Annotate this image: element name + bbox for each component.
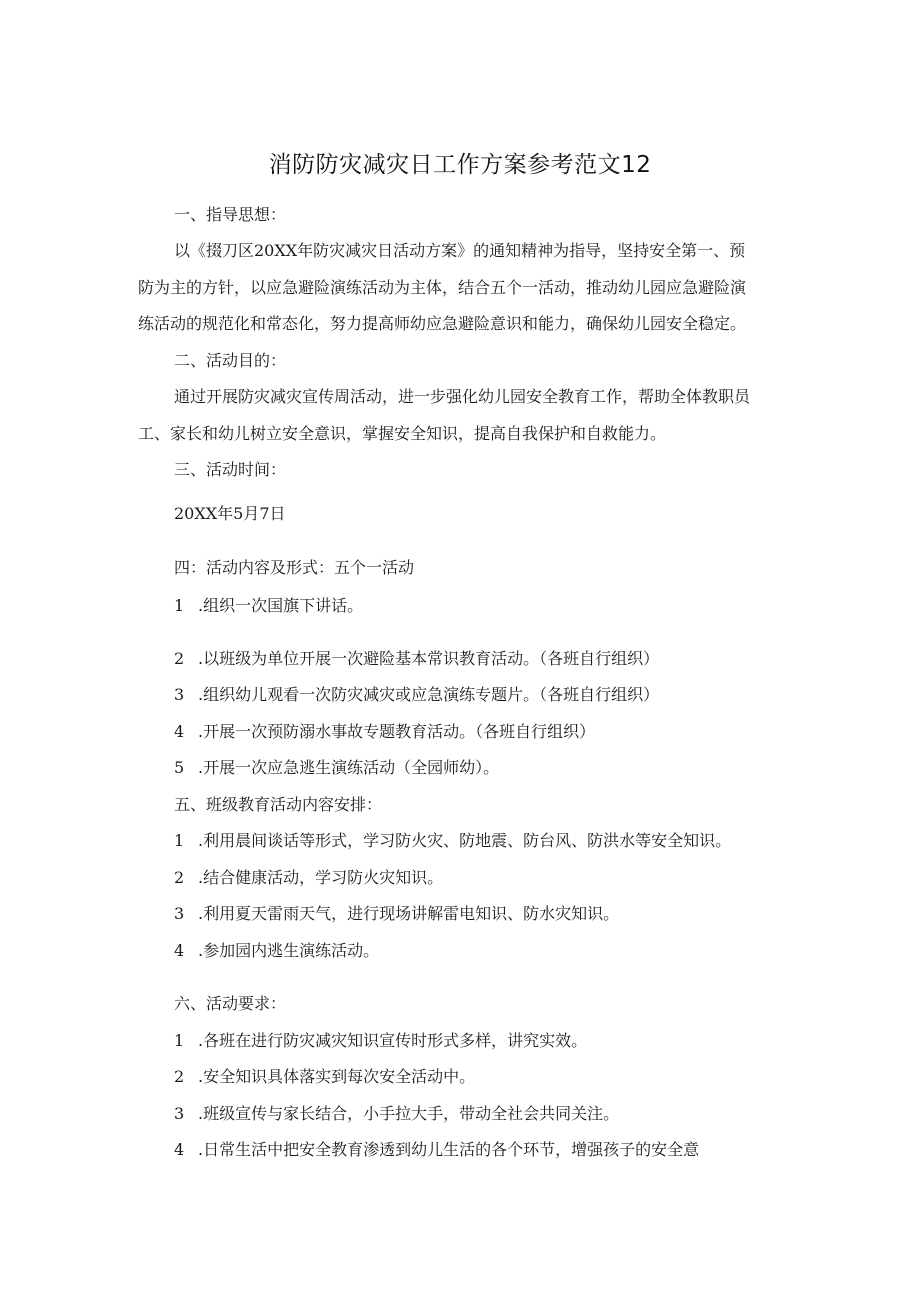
activity-date: 20XX年5月7日 — [174, 504, 286, 523]
list-number: 2 — [174, 868, 185, 887]
list-number: 1 — [174, 831, 185, 850]
heading-activity-purpose: 二、活动目的： — [174, 351, 287, 370]
heading-activity-time: 三、活动时间： — [174, 460, 287, 479]
paragraph-line: 练活动的规范化和常态化，努力提高师幼应急避险意识和能力，确保幼儿园安全稳定。 — [138, 314, 747, 333]
paragraph-line: 通过开展防灾减灾宣传周活动，进一步强化幼儿园安全教育工作，帮助全体教职员 — [174, 387, 751, 406]
list-item — [174, 830, 731, 852]
heading-activity-content: 四：活动内容及形式：五个一活动 — [174, 558, 415, 577]
heading-activity-requirements: 六、活动要求： — [174, 994, 287, 1013]
heading-guiding-thought: 一、指导思想： — [174, 205, 287, 224]
list-number: 1 — [174, 596, 185, 615]
list-item — [174, 867, 443, 889]
list-number: 4 — [174, 941, 185, 960]
list-text: .各班在进行防灾减灾知识宣传时形式多样，讲究实效。 — [198, 1031, 588, 1050]
list-text: .结合健康活动，学习防火灾知识。 — [198, 868, 444, 887]
list-item — [174, 595, 363, 617]
paragraph-line: 以《掇刀区20XX年防灾减灾日活动方案》的通知精神为指导，坚持安全第一、预 — [174, 241, 746, 260]
list-number: 3 — [174, 685, 185, 704]
list-text: .安全知识具体落实到每次安全活动中。 — [198, 1067, 476, 1086]
list-number: 2 — [174, 1067, 185, 1086]
list-number: 4 — [174, 1140, 185, 1159]
list-item — [174, 757, 499, 779]
list-text: .组织一次国旗下讲话。 — [198, 596, 364, 615]
list-item — [174, 1103, 619, 1125]
document-title: 消防防灾减灾日工作方案参考范文12 — [268, 152, 652, 178]
list-number: 3 — [174, 1104, 185, 1123]
list-number: 2 — [174, 649, 185, 668]
paragraph-line: 防为主的方针，以应急避险演练活动为主体，结合五个一活动，推动幼儿园应急避险演 — [138, 278, 747, 297]
list-text: .班级宣传与家长结合，小手拉大手，带动全社会共同关注。 — [198, 1104, 620, 1123]
list-text: .利用晨间谈话等形式，学习防火灾、防地震、防台风、防洪水等安全知识。 — [198, 831, 732, 850]
list-item — [174, 721, 595, 743]
list-number: 1 — [174, 1031, 185, 1050]
list-item — [174, 1030, 587, 1052]
list-item — [174, 648, 659, 670]
list-text: .以班级为单位开展一次避险基本常识教育活动。（各班自行组织） — [198, 649, 660, 668]
heading-class-education: 五、班级教育活动内容安排： — [174, 795, 383, 814]
list-item — [174, 903, 619, 925]
list-number: 3 — [174, 904, 185, 923]
list-item — [174, 1139, 699, 1161]
list-item — [174, 940, 379, 962]
list-text: .开展一次应急逃生演练活动（全园师幼）。 — [198, 758, 500, 777]
list-item — [174, 684, 659, 706]
list-text: .组织幼儿观看一次防灾减灾或应急演练专题片。（各班自行组织） — [198, 685, 660, 704]
list-item — [174, 1066, 475, 1088]
list-number: 4 — [174, 722, 185, 741]
list-number: 5 — [174, 758, 185, 777]
list-text: .日常生活中把安全教育渗透到幼儿生活的各个环节，增强孩子的安全意 — [198, 1140, 700, 1159]
list-text: .开展一次预防溺水事故专题教育活动。（各班自行组织） — [198, 722, 596, 741]
list-text: .利用夏天雷雨天气，进行现场讲解雷电知识、防水灾知识。 — [198, 904, 620, 923]
list-text: .参加园内逃生演练活动。 — [198, 941, 380, 960]
paragraph-line: 工、家长和幼儿树立安全意识，掌握安全知识，提高自我保护和自救能力。 — [138, 424, 667, 443]
